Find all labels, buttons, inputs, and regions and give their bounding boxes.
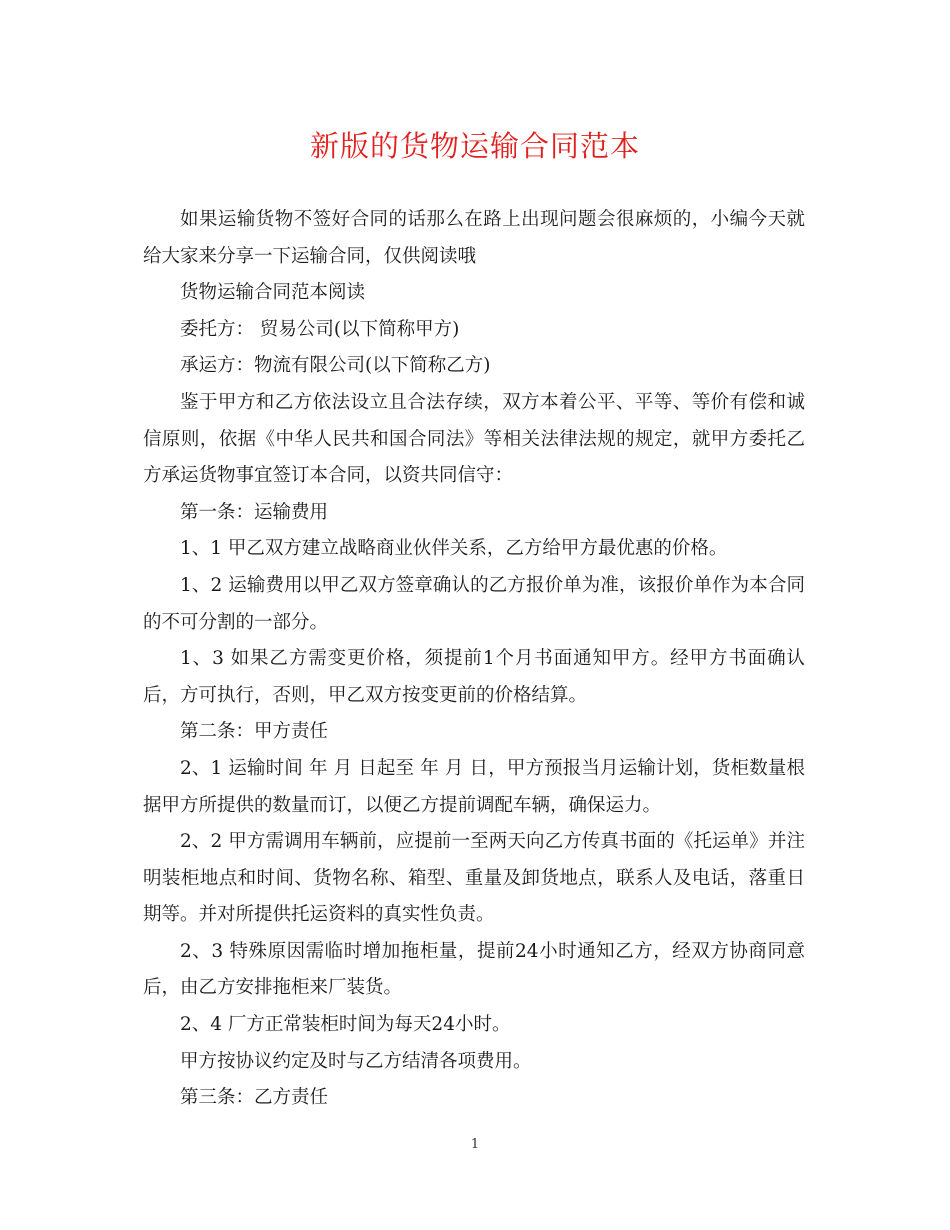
section-heading-article-3: 第三条：乙方责任 xyxy=(180,1087,329,1109)
document-body xyxy=(143,202,805,1117)
clause-1-1: 1、1 甲乙双方建立战略商业伙伴关系，乙方给甲方最优惠的价格。 xyxy=(180,538,728,560)
paragraph-preamble: 鉴于甲方和乙方依法设立且合法存续，双方本着公平、平等、等价有偿和诚信原则，依据《中华人民共和国合同法》等相关法律法规的规定，就甲方委托乙方承运货物事宜签订本合同，以资共同信守： xyxy=(143,391,805,487)
clause-2-1: 2、1 运输时间 年 月 日起至 年 月 日，甲方预报当月运输计划，货柜数量根据甲方所提供的数量而订，以便乙方提前调配车辆，确保运力。 xyxy=(143,757,805,816)
page-number: 1 xyxy=(470,1137,480,1152)
section-heading-article-1: 第一条：运输费用 xyxy=(180,501,329,523)
paragraph-party-b: 承运方：物流有限公司(以下简称乙方) xyxy=(180,355,491,377)
paragraph-subtitle: 货物运输合同范本阅读 xyxy=(180,282,366,304)
clause-2-settlement: 甲方按协议约定及时与乙方结清各项费用。 xyxy=(180,1050,532,1072)
clause-2-2: 2、2 甲方需调用车辆前，应提前一至两天向乙方传真书面的《托运单》并注明装柜地点和时间、货物名称、箱型、重量及卸货地点，联系人及电话，落重日期等。并对所提供托运资料的真实性负责。 xyxy=(143,831,805,926)
clause-1-3: 1、3 如果乙方需变更价格，须提前1个月书面通知甲方。经甲方书面确认后，方可执行，否则，甲乙双方按变更前的价格结算。 xyxy=(143,648,805,706)
paragraph-party-a: 委托方： 贸易公司(以下简称甲方) xyxy=(180,318,460,340)
clause-1-2: 1、2 运输费用以甲乙双方签章确认的乙方报价单为准，该报价单作为本合同的不可分割的一部分。 xyxy=(143,574,805,633)
clause-2-3: 2、3 特殊原因需临时增加拖柜量，提前24小时通知乙方，经双方协商同意后，由乙方安排拖柜来厂装货。 xyxy=(143,940,805,999)
section-heading-article-2: 第二条：甲方责任 xyxy=(180,721,329,743)
clause-2-4: 2、4 厂方正常装柜时间为每天24小时。 xyxy=(180,1014,511,1036)
document-title: 新版的货物运输合同范本 xyxy=(309,129,640,163)
paragraph-intro: 如果运输货物不签好合同的话那么在路上出现问题会很麻烦的，小编今天就给大家来分享一下运输合同，仅供阅读哦 xyxy=(143,209,805,267)
